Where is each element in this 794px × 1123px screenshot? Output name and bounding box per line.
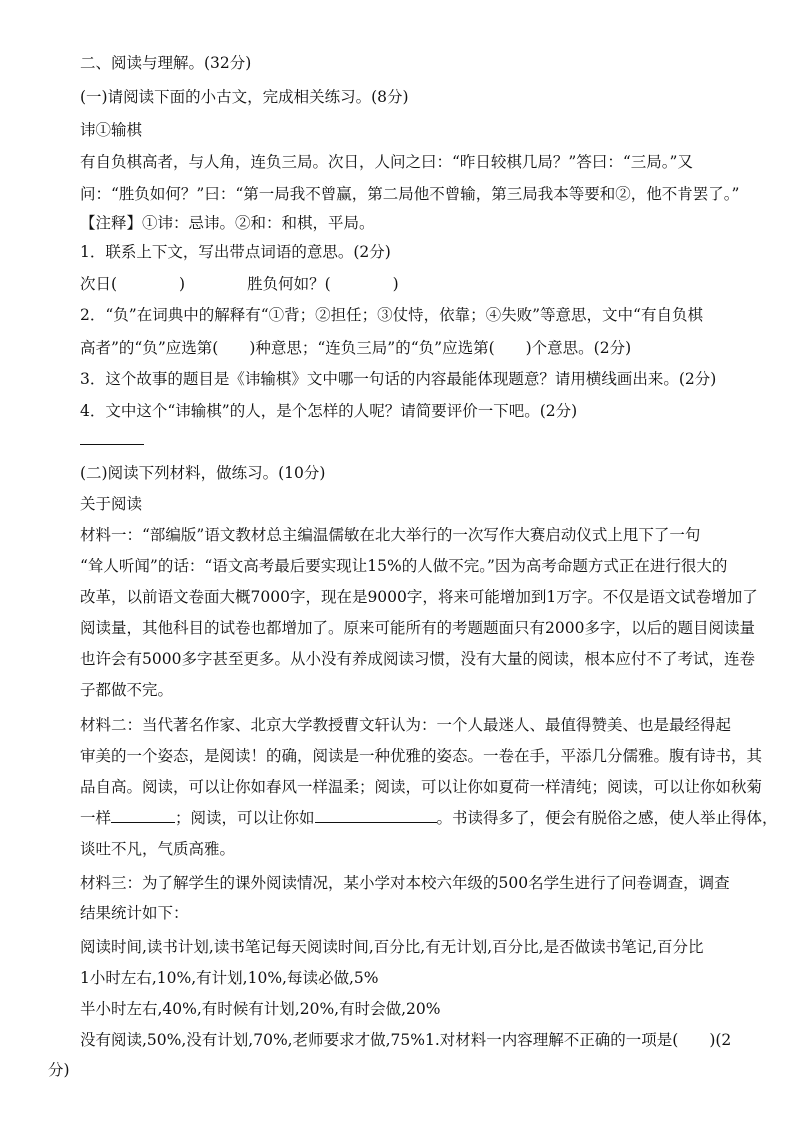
material-1-text: 也许会有5000多字甚至更多。从小没有养成阅读习惯，没有大量的阅读，根本应付不了考试，连卷 bbox=[80, 650, 755, 668]
section-title: 二、阅读与理解。(32分) bbox=[80, 54, 252, 72]
material-2-text: 。书读得多了，便会有脱俗之感，使人举止得体， bbox=[436, 809, 778, 827]
answer-line bbox=[80, 444, 144, 445]
material-1-text: 改革，以前语文卷面大概7000字，现在是9000字，将来可能增加到1万字。不仅是语文试卷增加了 bbox=[80, 588, 758, 606]
passage-title: 关于阅读 bbox=[80, 495, 143, 513]
question-2-continued: 高者”的“负”应选第( )种意思；“连负三局”的“负”应选第( )个意思。(2分) bbox=[80, 339, 632, 357]
material-3-text: 结果统计如下： bbox=[80, 904, 189, 922]
survey-row: 阅读时间,读书计划,读书笔记每天阅读时间,百分比,有无计划,百分比,是否做读书笔记,百分比 bbox=[80, 938, 704, 956]
fill-blank-1[interactable] bbox=[111, 808, 175, 823]
survey-row: 没有阅读,50%,没有计划,70%,老师要求才做,75%1.对材料一内容理解不正确的一项是( )(2 bbox=[80, 1031, 732, 1049]
material-1-text: “耸人听闻”的话：“语文高考最后要实现让15%的人做不完。”因为高考命题方式正在进行很大的 bbox=[80, 557, 728, 575]
material-2-text: 材料二：当代著名作家、北京大学教授曹文轩认为：一个人最迷人、最值得赞美、也是最经得起 bbox=[80, 716, 732, 734]
survey-row: 分) bbox=[48, 1061, 70, 1079]
survey-row: 1小时左右,10%,有计划,10%,每读必做,5% bbox=[80, 969, 379, 987]
fill-blank-2[interactable] bbox=[315, 808, 437, 823]
story-text: 问：“胜负如何？”曰：“第一局我不曾赢，第二局他不曾输，第三局我本等要和②，他不肯罢了。” bbox=[80, 185, 740, 203]
material-2-text: 审美的一个姿态，是阅读！的确，阅读是一种优雅的姿态。一卷在手，平添几分儒雅。腹有诗书，其 bbox=[80, 747, 763, 765]
annotation-note: 【注释】①讳：忌讳。②和：和棋，平局。 bbox=[80, 214, 375, 232]
question-4: 4．文中这个“讳输棋”的人，是个怎样的人呢？请简要评价一下吧。(2分) bbox=[80, 402, 578, 420]
material-1-text: 材料一：“部编版”语文教材总主编温儒敏在北大举行的一次写作大赛启动仪式上甩下了一句 bbox=[80, 526, 701, 544]
material-3-text: 材料三：为了解学生的课外阅读情况，某小学对本校六年级的500名学生进行了问卷调查，调查 bbox=[80, 874, 730, 892]
material-1-text: 阅读量，其他科目的试卷也都增加了。原来可能所有的考题题面只有2000多字，以后的题目阅读量 bbox=[80, 619, 755, 637]
story-text: 有自负棋高者，与人角，连负三局。次日，人问之曰：“昨日较棋几局？”答曰：“三局。”又 bbox=[80, 153, 693, 171]
question-2: 2．“负”在词典中的解释有“①背；②担任；③仗恃，依靠；④失败”等意思，文中“有自负棋 bbox=[80, 306, 703, 324]
part1-heading: (一)请阅读下面的小古文，完成相关练习。(8分) bbox=[80, 88, 409, 106]
question-1: 1．联系上下文，写出带点词语的意思。(2分) bbox=[80, 243, 391, 261]
survey-row: 半小时左右,40%,有时候有计划,20%,有时会做,20% bbox=[80, 1000, 441, 1018]
material-1-text: 子都做不完。 bbox=[80, 681, 174, 699]
question-1-answer-blanks: 次日( ) 胜负何如？( ) bbox=[80, 275, 399, 293]
part2-heading: (二)阅读下列材料，做练习。(10分) bbox=[80, 464, 326, 482]
material-2-text: ；阅读，可以让你如 bbox=[175, 809, 315, 827]
material-2-text: 品自高。阅读，可以让你如春风一样温柔；阅读，可以让你如夏荷一样清纯；阅读，可以让你如秋菊 bbox=[80, 778, 763, 796]
material-2-text: 一样 bbox=[80, 809, 112, 827]
story-title: 讳①输棋 bbox=[80, 121, 143, 139]
question-3: 3．这个故事的题目是《讳输棋》文中哪一句话的内容最能体现题意？请用横线画出来。(2分) bbox=[80, 370, 717, 388]
material-2-text: 谈吐不凡，气质高雅。 bbox=[80, 840, 236, 858]
material-2-fill-line bbox=[80, 808, 778, 828]
